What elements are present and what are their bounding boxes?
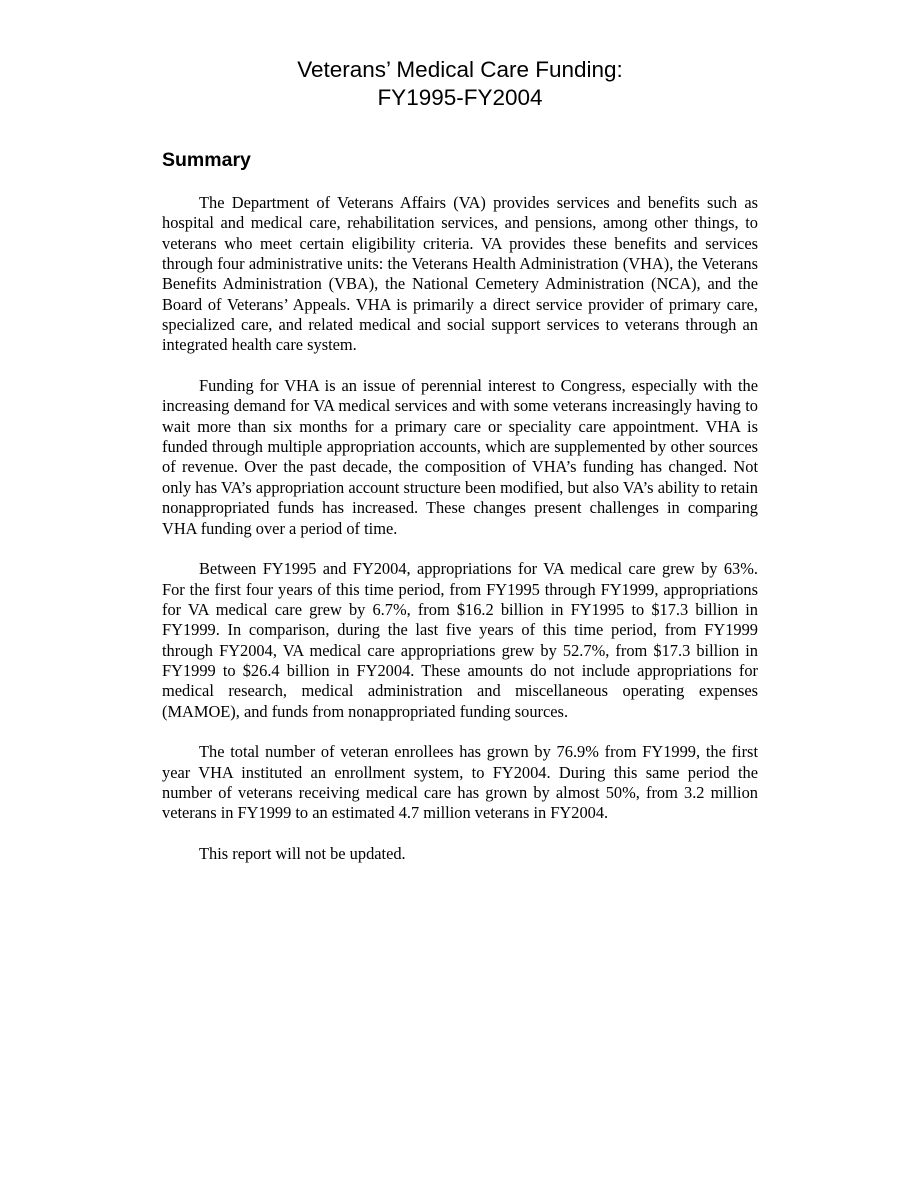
title-line-2: FY1995-FY2004 [377,85,543,110]
summary-body [162,193,758,885]
summary-paragraph-1: The Department of Veterans Affairs (VA) provides services and benefits such as hospital and medical care, rehabilitation services, and pensions, among other things, to veterans who meet certain eligibility criteria. VA provides these benefits and services through four administrative units: the Veterans Health Administration (VHA), the Veterans Benefits Administration (VBA), the National Cemetery Administration (NCA), and the Board of Veterans’ Appeals. VHA is primarily a direct service provider of primary care, specialized care, and related medical and social support services to veterans through an integrated health care system. [162,193,758,355]
summary-paragraph-2: Funding for VHA is an issue of perennial interest to Congress, especially with the increasing demand for VA medical services and with some veterans increasingly having to wait more than six months for a primary care or speciality care appointment. VHA is funded through multiple appropriation accounts, which are supplemented by other sources of revenue. Over the past decade, the composition of VHA’s funding has changed. Not only has VA’s appropriation account structure been modified, but also VA’s ability to retain nonappropriated funds has increased. These changes present challenges in comparing VHA funding over a period of time. [162,376,758,538]
summary-heading: Summary [162,149,251,171]
summary-paragraph-3: Between FY1995 and FY2004, appropriations for VA medical care grew by 63%. For the first four years of this time period, from FY1995 through FY1999, appropriations for VA medical care grew by 6.7%, from $16.2 billion in FY1995 to $17.3 billion in FY1999. In comparison, during the last five years of this time period, from FY1999 through FY2004, VA medical care appropriations grew by 52.7%, from $17.3 billion in FY1999 to $26.4 billion in FY2004. These amounts do not include appropriations for medical research, medical administration and miscellaneous operating expenses (MAMOE), and funds from nonappropriated funding sources. [162,559,758,721]
document-title [160,56,760,112]
summary-paragraph-4: The total number of veteran enrollees has grown by 76.9% from FY1999, the first year VHA instituted an enrollment system, to FY2004. During this same period the number of veterans receiving medical care has grown by almost 50%, from 3.2 million veterans in FY1999 to an estimated 4.7 million veterans in FY2004. [162,742,758,823]
title-line-1: Veterans’ Medical Care Funding: [297,57,623,82]
summary-paragraph-5: This report will not be updated. [199,844,406,863]
